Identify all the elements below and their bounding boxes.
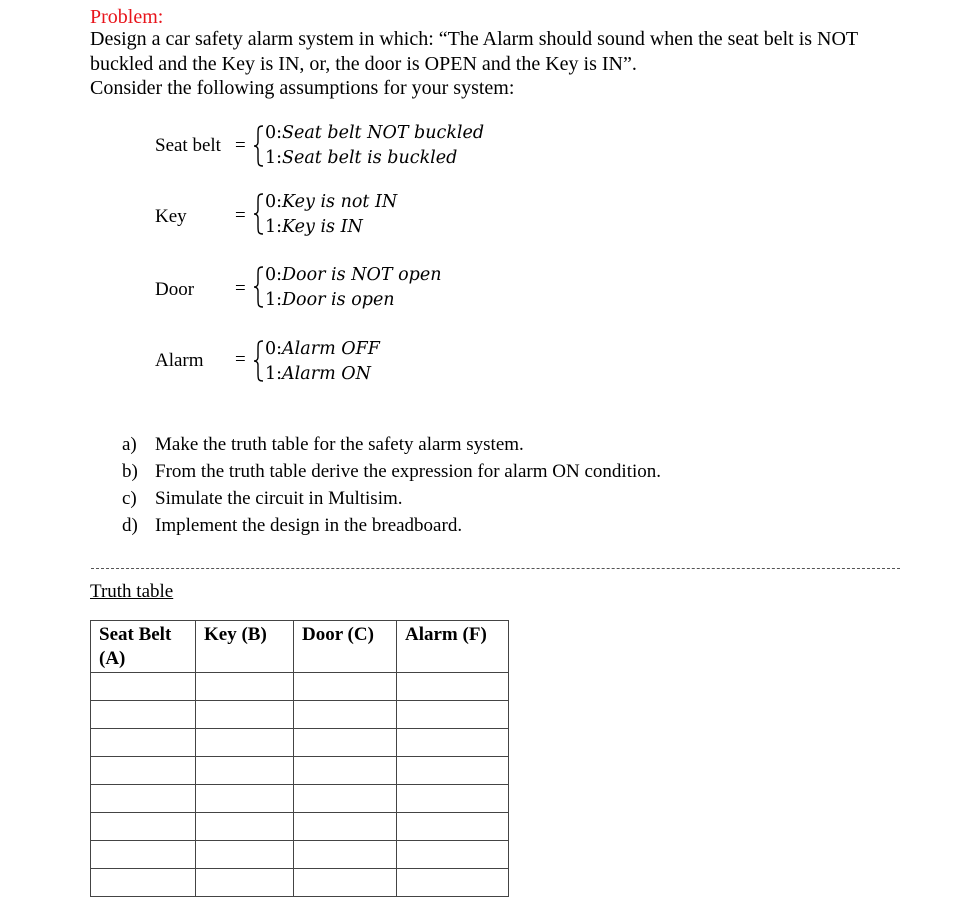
table-cell — [196, 785, 294, 813]
value-one-text: Door is open — [282, 290, 395, 310]
table-cell — [91, 701, 196, 729]
assumption-label: Alarm — [155, 350, 204, 371]
table-cell — [196, 757, 294, 785]
left-brace-icon — [253, 124, 265, 168]
column-header-alarm: Alarm (F) — [397, 621, 509, 673]
left-brace-icon — [253, 339, 265, 383]
table-row — [91, 813, 509, 841]
value-one: 1: — [265, 290, 283, 310]
table-row — [91, 729, 509, 757]
value-zero-definition — [265, 337, 380, 361]
column-header-seat-belt — [91, 621, 196, 673]
table-cell — [294, 813, 397, 841]
table-row — [91, 757, 509, 785]
value-zero: 0: — [265, 123, 283, 143]
assumption-label: Seat belt — [155, 135, 221, 156]
table-row — [91, 869, 509, 897]
table-cell — [91, 729, 196, 757]
problem-line-1: Design a car safety alarm system in which: “The Alarm should sound when the seat belt is NOT — [90, 28, 859, 50]
table-cell — [294, 869, 397, 897]
equals-sign: = — [235, 278, 246, 299]
table-cell — [397, 729, 509, 757]
value-zero: 0: — [265, 265, 283, 285]
table-row — [91, 841, 509, 869]
table-cell — [294, 841, 397, 869]
table-cell — [397, 869, 509, 897]
value-one-text: Alarm ON — [282, 364, 371, 384]
table-row — [91, 673, 509, 701]
value-zero-text: Seat belt NOT buckled — [282, 123, 485, 143]
table-cell — [294, 701, 397, 729]
table-cell — [91, 673, 196, 701]
equals-sign: = — [235, 135, 246, 156]
value-one-definition — [265, 146, 457, 170]
value-one: 1: — [265, 148, 283, 168]
table-row — [91, 785, 509, 813]
table-cell — [294, 785, 397, 813]
equals-sign: = — [235, 205, 246, 226]
assumption-label: Key — [155, 206, 187, 227]
problem-line-2: buckled and the Key is IN, or, the door is OPEN and the Key is IN”. — [90, 53, 637, 75]
value-zero-definition — [265, 263, 441, 287]
table-cell — [397, 673, 509, 701]
value-zero-definition — [265, 121, 484, 145]
table-cell — [196, 729, 294, 757]
table-cell — [91, 757, 196, 785]
value-zero-text: Door is NOT open — [282, 265, 442, 285]
table-cell — [397, 813, 509, 841]
equals-sign: = — [235, 349, 246, 370]
table-cell — [294, 757, 397, 785]
value-zero-definition — [265, 190, 397, 214]
task-letter: b) — [122, 461, 138, 482]
table-cell — [91, 813, 196, 841]
table-cell — [397, 785, 509, 813]
table-cell — [196, 673, 294, 701]
value-one: 1: — [265, 364, 283, 384]
table-cell — [91, 869, 196, 897]
table-cell — [196, 869, 294, 897]
table-cell — [397, 757, 509, 785]
left-brace-icon — [253, 192, 265, 236]
truth-table — [90, 620, 509, 897]
value-one-definition — [265, 215, 363, 239]
table-row — [91, 701, 509, 729]
task-letter: d) — [122, 515, 138, 536]
value-one-text: Seat belt is buckled — [282, 148, 458, 168]
problem-heading: Problem: — [90, 6, 164, 28]
value-one-definition — [265, 288, 395, 312]
table-cell — [91, 841, 196, 869]
value-zero: 0: — [265, 339, 283, 359]
value-zero: 0: — [265, 192, 283, 212]
column-header-seat-belt-line2: (A) — [99, 648, 126, 669]
value-one-definition — [265, 362, 371, 386]
table-cell — [196, 841, 294, 869]
value-zero-text: Key is not IN — [282, 192, 398, 212]
truth-table-title: Truth table — [90, 581, 174, 602]
table-header-row — [91, 621, 509, 673]
table-cell — [196, 701, 294, 729]
table-cell — [397, 701, 509, 729]
task-item: Make the truth table for the safety alarm system. — [155, 434, 524, 455]
task-item: Implement the design in the breadboard. — [155, 515, 463, 536]
column-header-key: Key (B) — [196, 621, 294, 673]
problem-line-3: Consider the following assumptions for your system: — [90, 77, 515, 99]
column-header-door: Door (C) — [294, 621, 397, 673]
task-item: Simulate the circuit in Multisim. — [155, 488, 403, 509]
table-cell — [91, 785, 196, 813]
table-cell — [397, 841, 509, 869]
task-item: From the truth table derive the expression for alarm ON condition. — [155, 461, 662, 482]
column-header-seat-belt-line1: Seat Belt — [99, 624, 172, 645]
dashed-divider — [91, 568, 900, 569]
task-letter: a) — [122, 434, 137, 455]
table-cell — [294, 729, 397, 757]
table-cell — [196, 813, 294, 841]
value-one-text: Key is IN — [282, 217, 363, 237]
value-zero-text: Alarm OFF — [282, 339, 380, 359]
task-letter: c) — [122, 488, 137, 509]
value-one: 1: — [265, 217, 283, 237]
assumption-label: Door — [155, 279, 195, 300]
table-cell — [294, 673, 397, 701]
left-brace-icon — [253, 265, 265, 309]
